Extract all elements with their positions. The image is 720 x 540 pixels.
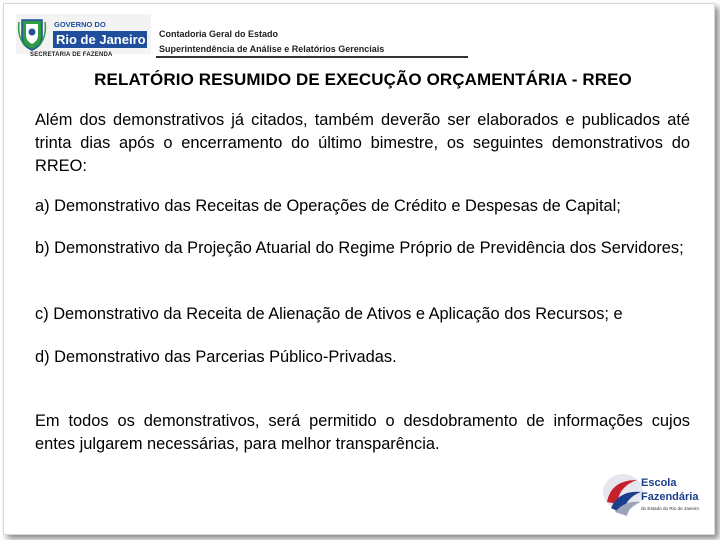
slide (3, 3, 715, 535)
org-name: Contadoria Geral do Estado (159, 29, 279, 39)
gov-logo-line1: GOVERNO DO (54, 20, 106, 29)
gov-logo-line2: Rio de Janeiro (56, 32, 146, 47)
org-department: Superintendência de Análise e Relatórios Gerenciais (159, 44, 385, 54)
governo-rio-logo (16, 14, 151, 54)
intro-paragraph: Além dos demonstrativos já citados, também deverão ser elaborados e publicados até trinta dias após o encerramento do último bimestre, os seguintes demonstrativos do RREO: (35, 111, 690, 175)
gov-logo-subtitle: SECRETARIA DE FAZENDA (30, 52, 113, 58)
list-item-c: c) Demonstrativo da Receita de Alienação de Ativos e Aplicação dos Recursos; e (35, 305, 623, 323)
escola-swirl-icon (603, 474, 643, 516)
header-divider (156, 56, 468, 58)
page-title: RELATÓRIO RESUMIDO DE EXECUÇÃO ORÇAMENTÁRIA - RREO (94, 70, 632, 89)
escola-logo-line2: Fazendária (641, 491, 699, 503)
closing-paragraph: Em todos os demonstrativos, será permitido o desdobramento de informações cujos entes julgarem necessárias, para melhor transparência. (35, 412, 690, 453)
escola-fazendaria-logo (601, 462, 713, 524)
escola-logo-line3: do Estado do Rio de Janeiro (641, 506, 699, 511)
list-item-a: a) Demonstrativo das Receitas de Operações de Crédito e Despesas de Capital; (35, 197, 621, 215)
escola-logo-line1: Escola (641, 477, 677, 489)
list-item-d: d) Demonstrativo das Parcerias Público-Privadas. (35, 348, 397, 366)
list-item-b: b) Demonstrativo da Projeção Atuarial do Regime Próprio de Previdência dos Servidores; (35, 239, 684, 257)
